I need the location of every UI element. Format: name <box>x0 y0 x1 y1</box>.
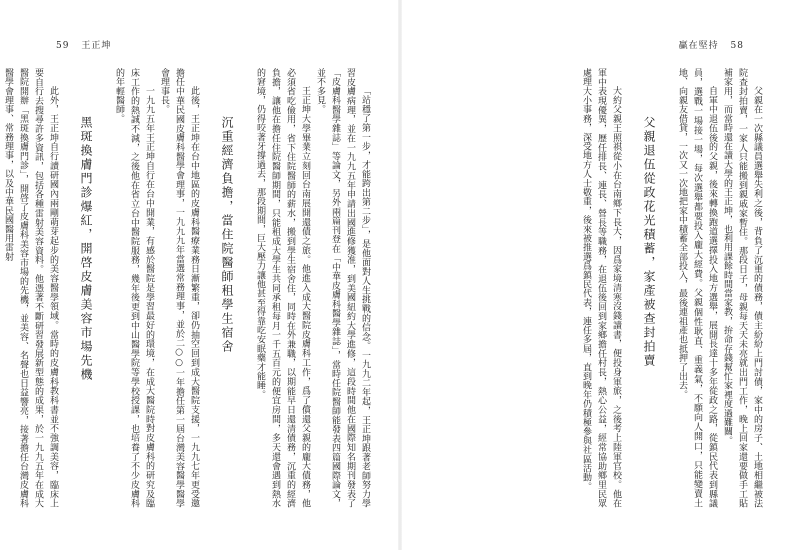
left-page-header <box>56 38 111 51</box>
right-page-header <box>679 38 744 51</box>
right-paragraph: 父親在一次縣議員選舉失利之後，背負了沉重的債務，債主紛紛上門討債，家中的房子、土地相繼被法院查封拍賣，一家人只能搬到親戚家暫住。那段日子，母親每天天未亮就出門工作，晚上回家還要做手工貼補家用，而當時還在讀大學的王正坤，也利用課餘時間當家教，拚命存錢幫忙家裡度過難關。 <box>722 68 762 508</box>
section-heading: 父親退伍從政花光積蓄，家產被查封拍賣 <box>642 116 656 368</box>
right-paragraph: 大約父親王照祺從小在台南鄉下長大，因爲家境清寒沒錢讀書，便投身軍旅，之後考上陸軍官校。他在軍中表現優異，歷任排長、連長、營長等職務，在退伍後回到家鄉擔任村長，熱心公益，經常協助鄉里民眾處理大小事務，深受地方人士敬重，後來被推選爲鎮民代表，連任多屆，直到晚年仍積極參與社區活動。 <box>581 68 621 508</box>
left-body-text <box>3 68 372 508</box>
right-running-head: 贏在堅持 <box>678 41 719 51</box>
left-page-number: 59 <box>56 41 70 51</box>
left-paragraph: 此外，王正坤自行讀研國內兩剛萌芽起步的美容醫學領域。當時的皮膚科教科書並不強調美容，臨床上要自行去搜尋許多資訊，包括各種雷射美容資料。他憑著不斷研習發展新型態的成果，於一九九五年在成大醫院開辦「黑斑換膚門診」，開啓了皮膚科美容市場的先機，並美容、名聲也日益響亮，接著擔任台灣皮膚科醫學會理事、常務理事，以及中華民國醫用雷射 <box>3 68 58 508</box>
section-heading: 黑斑換膚門診爆紅，開啓皮膚美容市場先機 <box>79 116 93 382</box>
left-paragraph: 一九九五年王正坤自行在台中開業，有感於醫院是學習最好的環境，在成大醫院時對皮膚科的研究及臨床工作的熱誠不減，之後他在省立台中醫院服務，幾年後更到中山醫學院等學校授課，也培養了不少皮膚科的年輕醫師。 <box>114 68 154 508</box>
left-paragraph: 王正坤大學畢業立刻回台南展開還債之旅。他進入成大醫院皮膚科工作，爲了償還父親的龐大債務，他必須省吃儉用，省下住院醫師的薪水，搬到學生宿舍住，同時在外兼職，以期能早日還清債務，沉重的經濟負擔，讓他在擔任住院醫師期間，只能租成大學生共同承租每月一千五百元的便宜房間，多天還會遇到熱水的窘境，仍得咬著牙撐過去，那段期間，巨大壓力讓他甚至得靠吃安眠藥才能睡。 <box>255 68 310 508</box>
right-page-number: 58 <box>730 41 744 51</box>
right-page <box>400 0 800 550</box>
right-paragraph: 自軍中退伍後的父親，後來轉換跑道選擇投入地方選舉，展開長達十多年從政之路，從鎮民代表到縣議員，選戰一場接一場，每次選舉都要投入龐大經費。父親個性耿直、重義氣，不願向人開口，只能變賣土地、向親友借貸，一次又一次地把家中積蓄全部投入，最後連祖產也抵押了出去。 <box>677 68 717 508</box>
section-heading: 沉重經濟負擔，當住院醫師租學生宿舍 <box>220 116 234 354</box>
right-body-text <box>424 68 764 508</box>
left-paragraph: 此後，王正坤在台中地區的皮膚科醫療業務日漸繁重，卻仍抽空回到成大醫院支援，一九九七年更受邀擔任中華民國皮膚科醫學會理事，一九九九年當選常務理事，並於二○○一年擔任第一屆台灣美容醫學醫學會理事長。 <box>159 68 199 508</box>
left-paragraph: 「站穩了第一步，才能跨出第二步」，是他面對人生挑戰的信念。一九九二年起，王正坤跟著老師努力學習皮膚病理，並在一九九五年申請出國進修獲准，到美國紐約大學進修，這段時間他在國際知名期刊發表了「皮膚科醫學雜誌」等論文，另外兩篇刊登在「中華皮膚科醫學雜誌」，當時任院醫師能發表四篇國際論文，並不多見。 <box>315 68 370 508</box>
left-running-head: 王正坤 <box>81 41 112 51</box>
